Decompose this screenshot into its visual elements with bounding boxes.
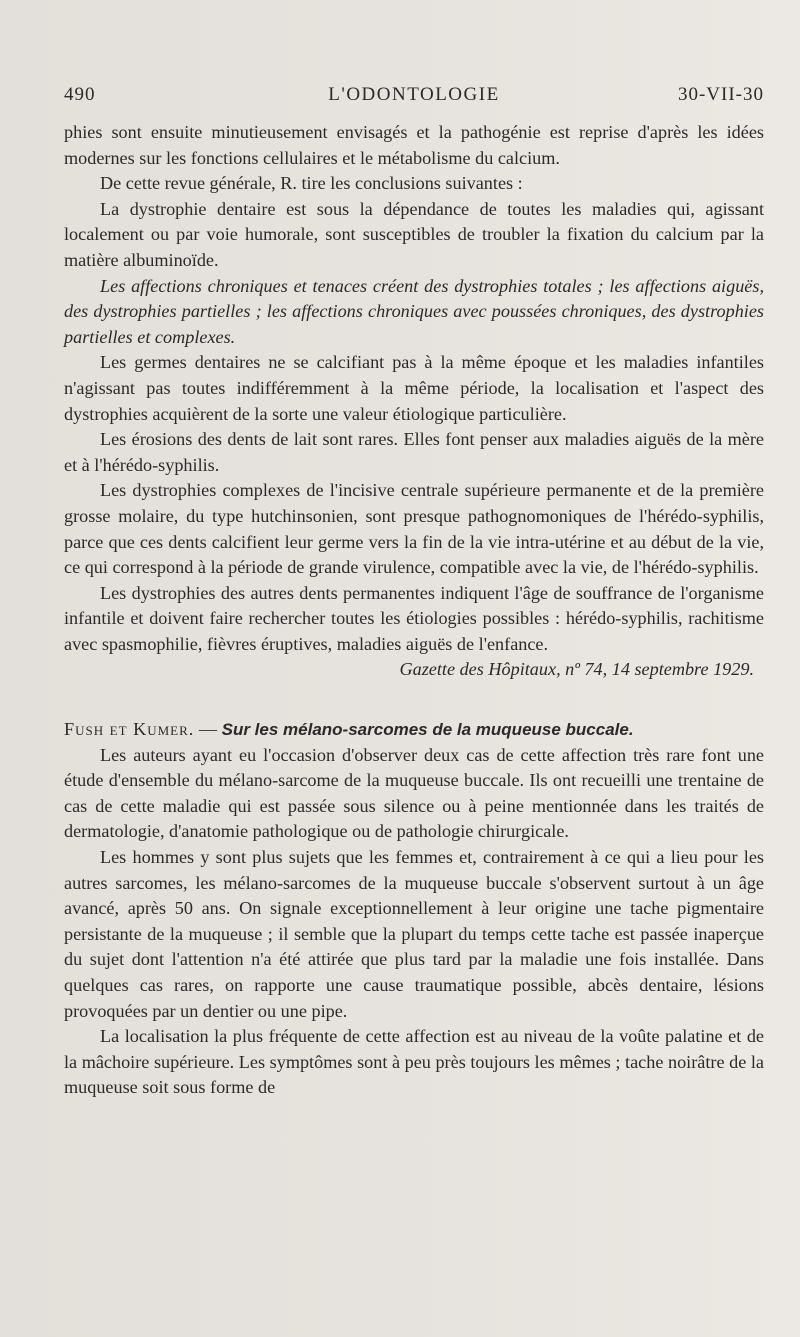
heading-dash: —	[194, 719, 222, 740]
paragraph: phies sont ensuite minutieusement envisagés et la pathogénie est reprise d'après les idées modernes sur les fonctions cellulaires et le métabolisme du calcium.	[64, 122, 764, 168]
section-gap	[64, 683, 764, 717]
paragraph: La dystrophie dentaire est sous la dépendance de toutes les maladies qui, agissant localement ou par voie humorale, sont susceptibles de troubler la fixation du calcium par la matière albuminoïde.	[64, 198, 764, 270]
running-title: L'ODONTOLOGIE	[328, 84, 500, 105]
paragraph: Les auteurs ayant eu l'occasion d'observer deux cas de cette affection très rare font une étude d'ensemble du mélano-sarcome de la muqueuse buccale. Ils ont recueilli une trentaine de cas de cette maladie qui est passée sous silence ou à peine mentionnée dans les traités de dermatologie, d'anatomie pathologique ou de pathologie chirurgicale.	[64, 744, 764, 842]
running-header	[64, 84, 764, 108]
paragraph: Les érosions des dents de lait sont rares. Elles font penser aux maladies aiguës de la mère et à l'hérédo-syphilis.	[64, 429, 764, 475]
paragraph: De cette revue générale, R. tire les conclusions suivantes :	[100, 173, 523, 194]
paragraph: Les dystrophies complexes de l'incisive centrale supérieure permanente et de la première grosse molaire, du type hutchinsonien, sont presque pathognomoniques de l'hérédo-syphilis, parce que ces dents calcifient leur germe vers la fin de la vie intra-utérine et au début de la vie, ce qui correspond à la période de grande virulence, compatible avec la vie, de l'hérédo-syphilis.	[64, 480, 764, 578]
paragraph: Les germes dentaires ne se calcifiant pas à la même époque et les maladies infantiles n'agissant pas toutes indifféremment à la même période, la localisation et l'aspect des dystrophies acquièrent de la sorte une valeur étiologique particulière.	[64, 352, 764, 424]
source-citation: Gazette des Hôpitaux, nº 74, 14 septembre 1929.	[399, 659, 754, 680]
article-authors: Fush et Kumer.	[64, 719, 195, 740]
paragraph: La localisation la plus fréquente de cette affection est au niveau de la voûte palatine et de la mâchoire supérieure. Les symptômes sont à peu près toujours les mêmes ; tache noirâtre de la muqueuse soit sous forme de	[64, 1026, 764, 1098]
paragraph: Les hommes y sont plus sujets que les femmes et, contrairement à ce qui a lieu pour les autres sarcomes, les mélano-sarcomes de la muqueuse buccale s'observent surtout à un âge avancé, après 50 ans. On signale exceptionnellement à leur origine une tache pigmentaire persistante de la muqueuse ; il semble que la plupart du temps cette tache est passée inaperçue du sujet dont l'attention n'a été attirée que plus tard par la maladie une fois installée. Dans quelques cas rares, on rapporte une cause traumatique possible, abcès dentaire, lésions provoquées par un dentier ou une pipe.	[64, 847, 764, 1021]
issue-date: 30-VII-30	[677, 84, 764, 105]
article-heading	[64, 717, 764, 743]
italic-paragraph: Les affections chroniques et tenaces créent des dystrophies totales ; les affections aiguës, des dystrophies partielles ; les affections chroniques avec poussées chroniques, des dystrophies partielles et complexes.	[64, 275, 764, 347]
article-title: Sur les mélano-sarcomes de la muqueuse buccale.	[221, 720, 634, 740]
paragraph: Les dystrophies des autres dents permanentes indiquent l'âge de souffrance de l'organisme infantile et doivent faire rechercher toutes les étiologies possibles : hérédo-syphilis, rachitisme avec spasmophilie, fièvres éruptives, maladies aiguës de l'enfance.	[64, 582, 764, 654]
page-number: 490	[64, 84, 96, 105]
page-body	[64, 120, 764, 1101]
